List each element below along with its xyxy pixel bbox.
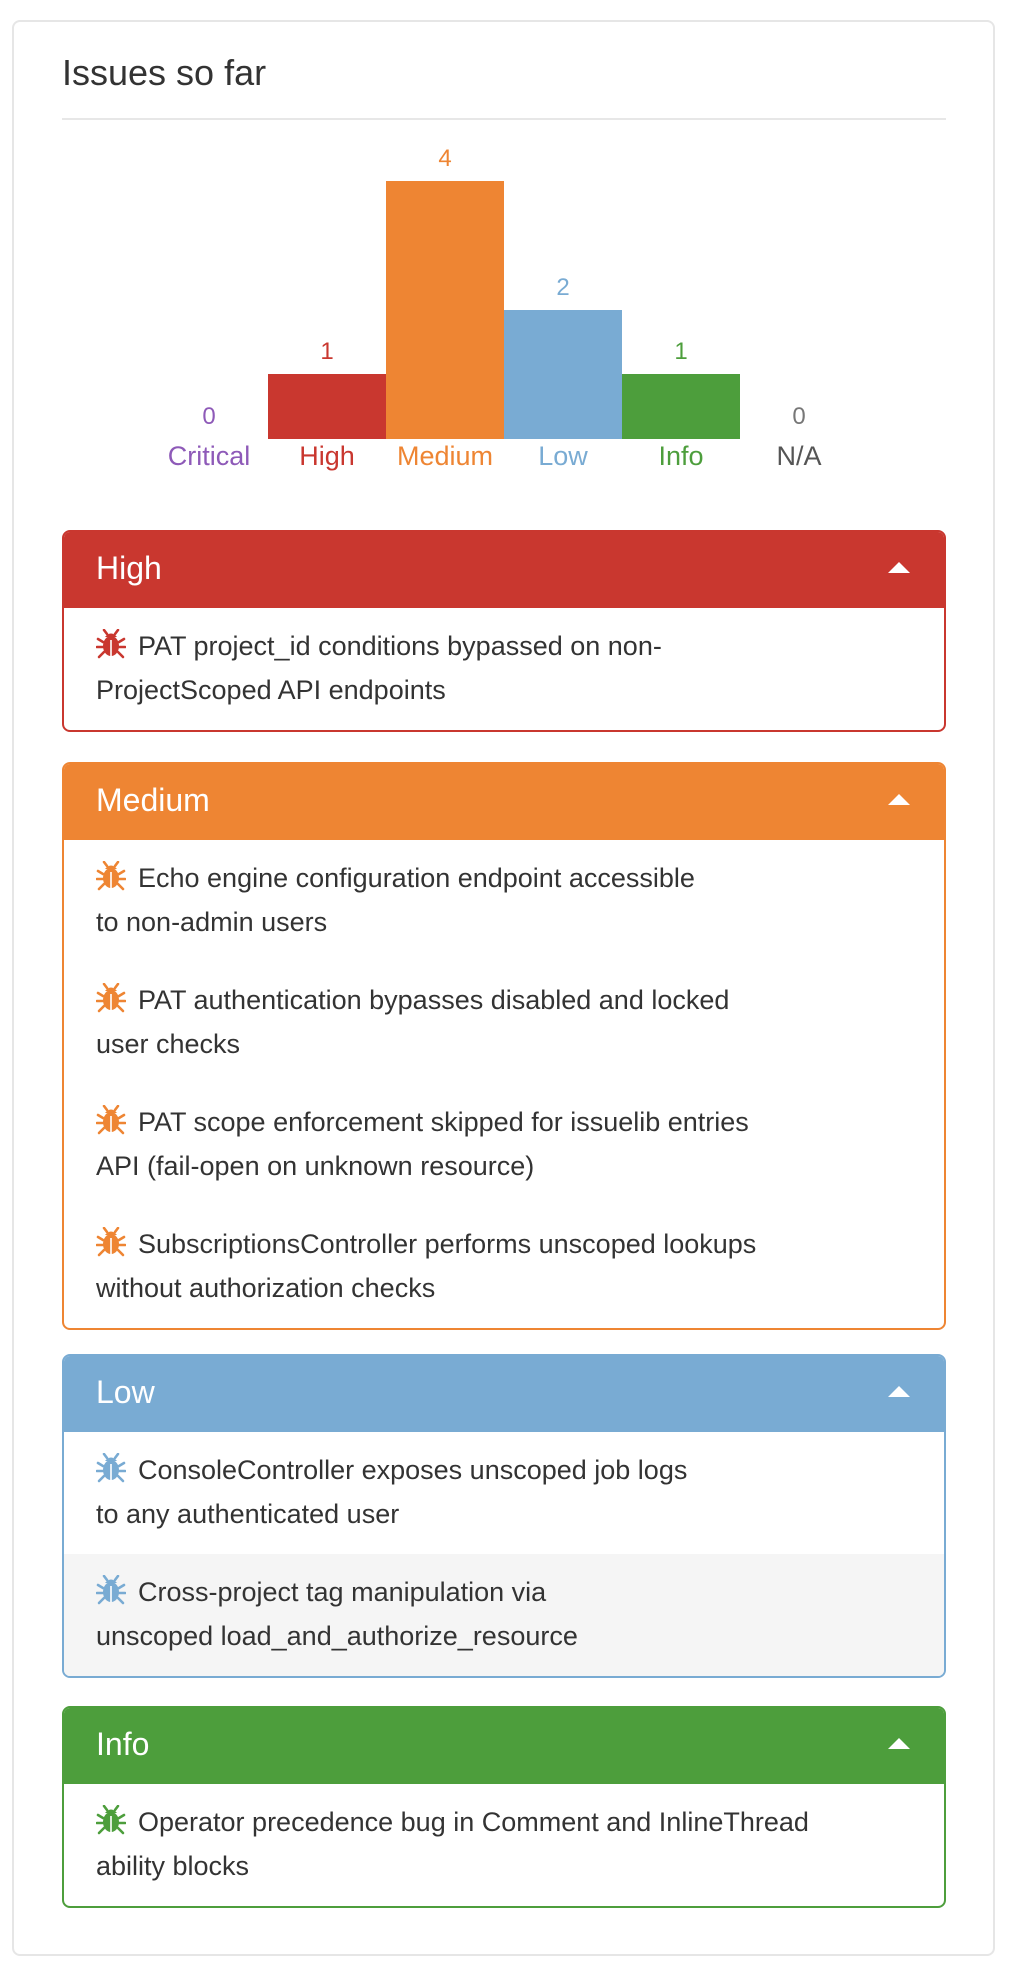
issue-title-line: without authorization checks [96,1273,436,1303]
issue-title-line: ProjectScoped API endpoints [96,675,446,705]
issue-item[interactable] [64,1206,944,1328]
bar-value-label: 1 [320,338,334,365]
issue-item[interactable] [64,608,944,730]
panel-low [62,1354,946,1678]
issue-item[interactable] [64,1784,944,1906]
bug-icon [96,1574,126,1604]
panel-high [62,530,946,732]
panel-high-title: High [96,550,162,586]
panel-low-header[interactable] [64,1356,944,1432]
bug-icon [96,1226,126,1256]
issue-title-line: to any authenticated user [96,1499,400,1529]
issue-item[interactable] [64,1432,944,1554]
bug-icon [96,1104,126,1134]
issue-title-line: to non-admin users [96,907,328,937]
issue-title-line: PAT scope enforcement skipped for issuelib entries [138,1107,749,1137]
issue-title-line: SubscriptionsController performs unscoped lookups [138,1229,757,1259]
issue-title-line: Echo engine configuration endpoint accessible [138,863,695,893]
category-label: High [299,441,355,471]
bar-info [622,374,740,439]
bar-value-label: 0 [792,403,806,430]
category-label: Low [538,441,588,471]
bug-icon [96,628,126,658]
panel-medium-title: Medium [96,782,210,818]
issue-title-line: PAT authentication bypasses disabled and locked [138,985,730,1015]
panel-low-title: Low [96,1374,155,1410]
title-divider [62,118,946,120]
category-label: N/A [776,441,822,471]
bar-value-label: 1 [674,338,688,365]
bug-icon [96,982,126,1012]
bug-icon [96,1452,126,1482]
panel-info [62,1706,946,1908]
issue-title-line: Operator precedence bug in Comment and InlineThread [138,1807,809,1837]
issue-title-line: ability blocks [96,1851,250,1881]
category-label: Critical [167,441,251,471]
card-title: Issues so far [62,52,267,93]
bug-icon [96,1804,126,1834]
issue-title-line: PAT project_id conditions bypassed on non- [138,631,662,661]
issue-title-line: ConsoleController exposes unscoped job logs [138,1455,688,1485]
collapse-caret-icon[interactable] [888,1386,910,1397]
bar-low [504,310,622,439]
issue-item[interactable] [64,840,944,962]
bar-medium [386,181,504,439]
collapse-caret-icon[interactable] [888,562,910,573]
bar-value-label: 4 [438,145,452,172]
panel-medium [62,762,946,1330]
category-label: Info [658,441,704,471]
collapse-caret-icon[interactable] [888,794,910,805]
bar-value-label: 2 [556,274,570,301]
issue-item[interactable] [64,962,944,1084]
severity-bar-chart [0,130,1022,480]
panel-high-header[interactable] [64,532,944,608]
issue-title-line: API (fail-open on unknown resource) [96,1151,535,1181]
category-label: Medium [396,441,494,471]
panel-medium-header[interactable] [64,764,944,840]
panel-info-title: Info [96,1726,150,1762]
collapse-caret-icon[interactable] [888,1738,910,1749]
issue-item[interactable] [64,1084,944,1206]
panel-info-header[interactable] [64,1708,944,1784]
bar-value-label: 0 [202,403,216,430]
issue-title-line: unscoped load_and_authorize_resource [96,1621,578,1651]
issue-item[interactable] [64,1554,944,1676]
issue-title-line: Cross-project tag manipulation via [138,1577,547,1607]
issue-title-line: user checks [96,1029,241,1059]
bar-high [268,374,386,439]
bug-icon [96,860,126,890]
